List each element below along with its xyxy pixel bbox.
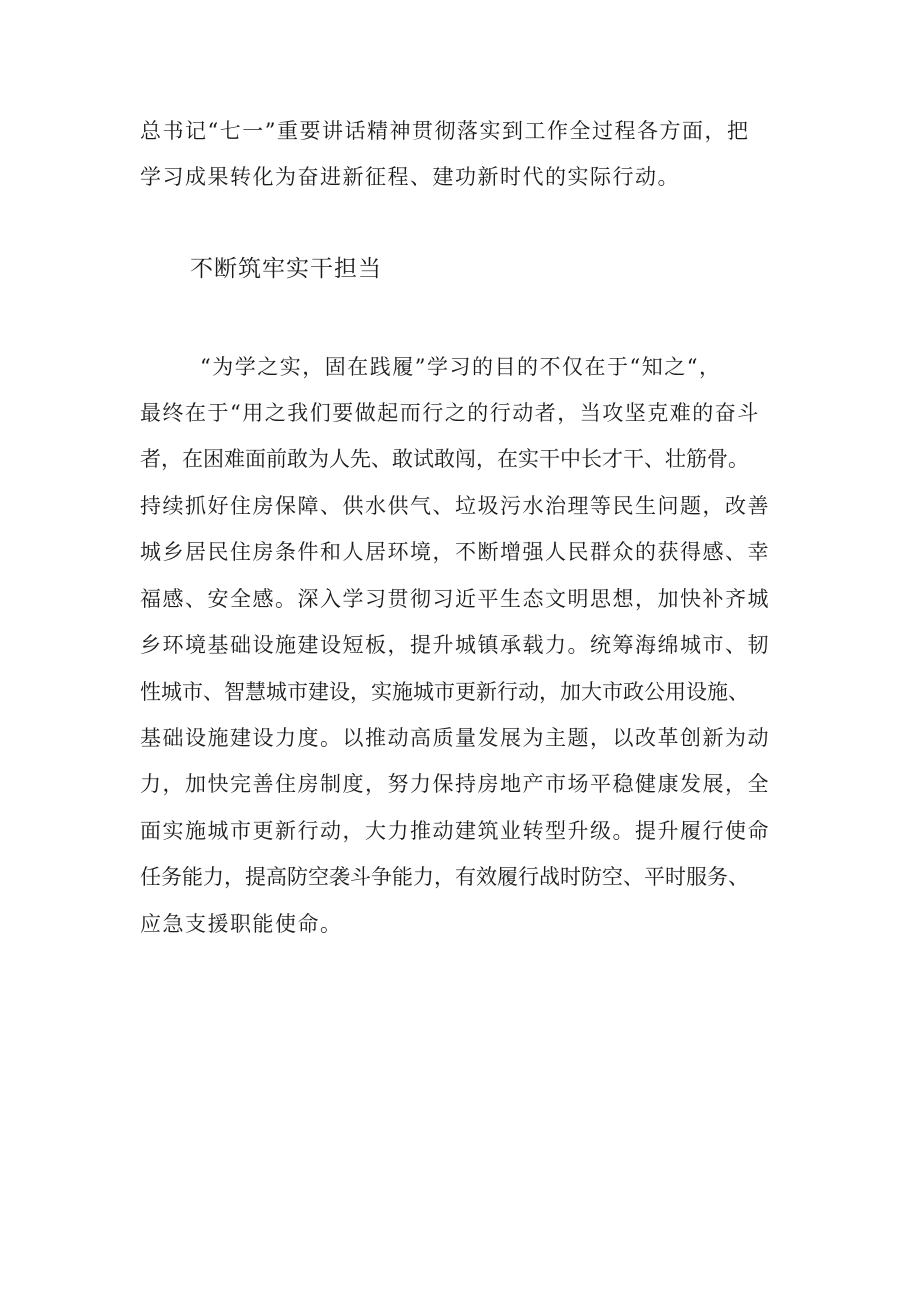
section-heading: 不断筑牢实干担当 — [190, 256, 382, 282]
body-line-1: “为学之实，固在践履”学习的目的不仅在于“知之“， — [200, 355, 722, 379]
body-line-8: 性城市、智慧城市建设，实施城市更新行动，加大市政公用设施、 — [140, 680, 749, 704]
body-line-2: 最终在于“用之我们要做起而行之的行动者，当攻坚克难的奋斗 — [140, 401, 760, 425]
body-line-13: 应急支援职能使命。 — [140, 912, 343, 936]
intro-line-2: 学习成果转化为奋进新征程、建功新时代的实际行动。 — [140, 165, 680, 189]
body-line-10: 力，加快完善住房制度，努力保持房地产市场平稳健康发展，全 — [140, 772, 770, 796]
body-line-9: 基础设施建设力度。以推动高质量发展为主题，以改革创新为动 — [140, 726, 770, 750]
body-line-3: 者，在困难面前敢为人先、敢试敢闯，在实干中长才干、壮筋骨。 — [140, 447, 749, 471]
body-line-4: 持续抓好住房保障、供水供气、垃圾污水治理等民生问题，改善 — [140, 494, 770, 518]
body-line-11: 面实施城市更新行动，大力推动建筑业转型升级。提升履行使命 — [140, 819, 770, 843]
intro-line-1: 总书记“七一”重要讲话精神贯彻落实到工作全过程各方面，把 — [140, 119, 750, 143]
body-line-6: 福感、安全感。深入学习贯彻习近平生态文明思想，加快补齐城 — [140, 587, 770, 611]
body-line-5: 城乡居民住房条件和人居环境，不断增强人民群众的获得感、幸 — [140, 540, 770, 564]
body-line-7: 乡环境基础设施建设短板，提升城镇承载力。统筹海绵城市、韧 — [140, 633, 770, 657]
body-line-12: 任务能力，提高防空袭斗争能力，有效履行战时防空、平时服务、 — [140, 865, 749, 889]
